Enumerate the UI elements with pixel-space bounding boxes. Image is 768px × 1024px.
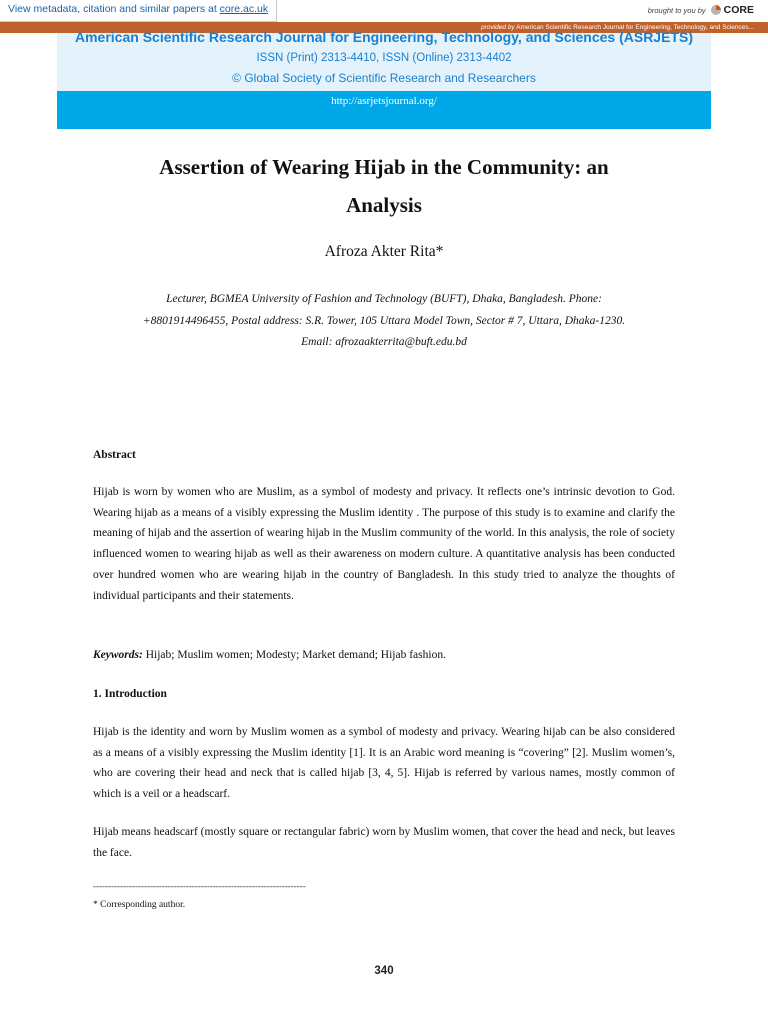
introduction-heading: 1. Introduction — [93, 688, 167, 700]
journal-url-bar — [57, 91, 711, 129]
core-metadata-link-box — [0, 0, 277, 22]
provided-by-source: American Scientific Research Journal for Engineering, Technology, and Sciences... — [514, 24, 754, 31]
abstract-heading: Abstract — [93, 449, 136, 461]
core-logo-text: CORE — [723, 4, 754, 16]
footnote-corresponding-author: * Corresponding author. — [93, 900, 186, 910]
introduction-paragraph-1: Hijab is the identity and worn by Muslim women as a symbol of modesty and privacy. Wearing hijab can be also considered as a means of a visibly expressing the Muslim identity [1]. It is an Arabic word meaning is “covering” [2]. Muslim women’s, who are covering their head and neck that is called hijab [3, 4, 5]. Hijab is referred by various names, mostly common of which is a veil or a headscarf. — [93, 726, 675, 801]
affiliation-email: Email: afrozaakterrita@buft.edu.bd — [301, 336, 467, 348]
keywords-label: Keywords: — [93, 649, 143, 661]
paper-title-line-2: Analysis — [346, 193, 422, 217]
journal-society: © Global Society of Scientific Research and Researchers — [232, 71, 536, 85]
journal-title: American Scientific Research Journal for Engineering, Technology, and Sciences (ASRJETS) — [75, 29, 693, 45]
page-number: 340 — [374, 965, 394, 977]
journal-issn: ISSN (Print) 2313-4410, ISSN (Online) 2313-4402 — [256, 52, 512, 64]
author-affiliation — [92, 289, 676, 354]
brought-by-core[interactable] — [648, 4, 754, 16]
abstract-body: Hijab is worn by women who are Muslim, as a symbol of modesty and privacy. It reflects one’s intrinsic devotion to God. Wearing hijab as a means of a visibly expressing the Muslim identity . The purpose of this study is to examine and clarify the meaning of hijab and the assertion of wearing hijab in the Muslim community of the world. In this analysis, the role of society influenced women to wearing hijab as well as their awareness on modern culture. A quantitative analysis has been conducted over hundred women who are wearing hijab in the country of Bangladesh. In this study tried to analyze the thoughts of individual participants and their statements. — [93, 486, 675, 602]
author-name: Afroza Akter Rita* — [324, 243, 444, 260]
brought-by-label: brought to you by — [647, 5, 706, 15]
core-link-prefix: View metadata, citation and similar papers at — [8, 3, 220, 15]
introduction-paragraph-2: Hijab means headscarf (mostly square or rectangular fabric) worn by Muslim women, that cover the head and neck, but leaves the face. — [93, 826, 675, 859]
core-logo — [710, 4, 754, 16]
core-banner — [0, 0, 768, 22]
keywords — [93, 645, 675, 666]
journal-header — [57, 29, 711, 91]
paper-title-line-1: Assertion of Wearing Hijab in the Community: an — [159, 155, 609, 179]
footnote-rule: ----------------------------------------------------------------------- — [93, 881, 306, 891]
journal-url[interactable]: http://asrjetsjournal.org/ — [331, 95, 437, 107]
affiliation-line-2: +8801914496455, Postal address: S.R. Tower, 105 Uttara Model Town, Sector # 7, Uttara, Dhaka-1230. — [142, 314, 626, 327]
core-logo-icon — [710, 4, 722, 16]
provided-by-label: provided by — [481, 24, 515, 31]
paper-title — [57, 148, 711, 224]
core-link[interactable]: core.ac.uk — [219, 3, 269, 15]
affiliation-line-1: Lecturer, BGMEA University of Fashion and Technology (BUFT), Dhaka, Bangladesh. Phone: — [166, 293, 602, 305]
keywords-text: Hijab; Muslim women; Modesty; Market demand; Hijab fashion. — [142, 649, 446, 661]
